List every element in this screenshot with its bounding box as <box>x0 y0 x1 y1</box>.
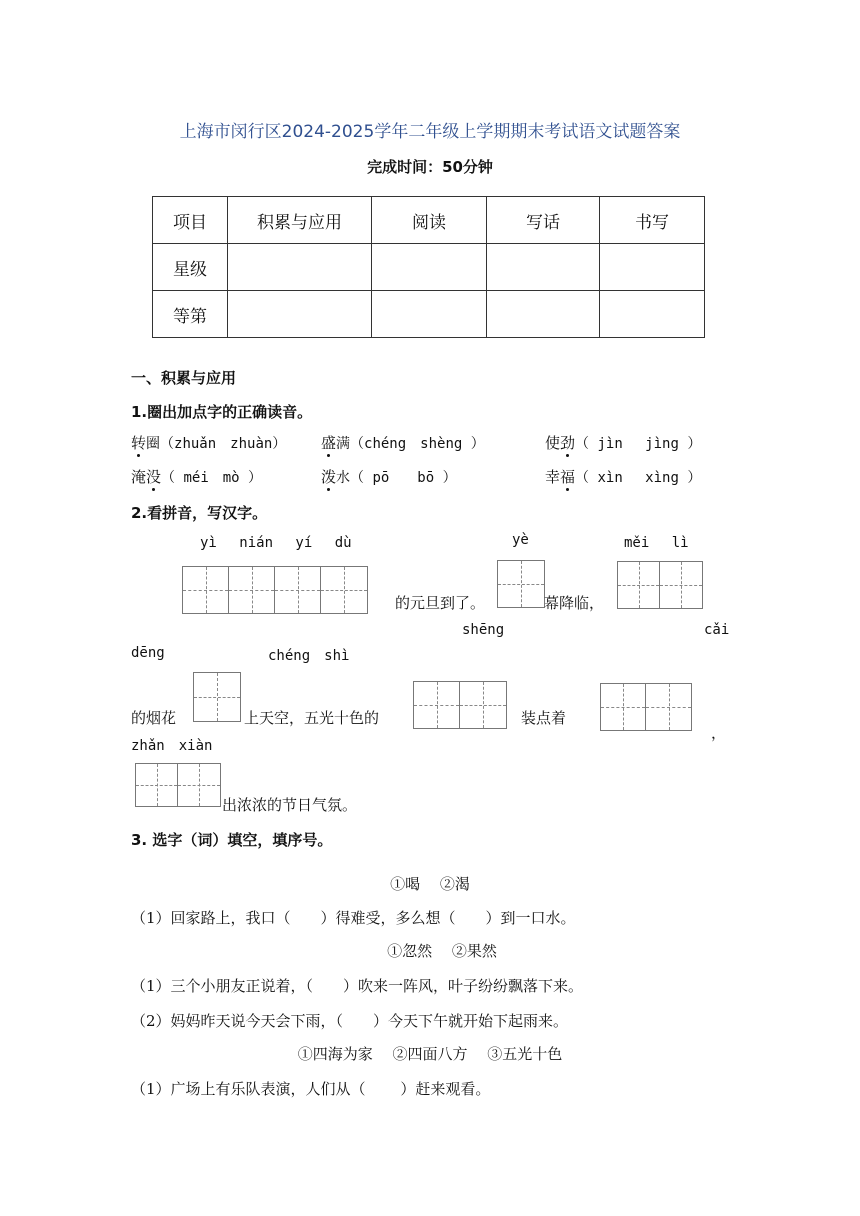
table-header-cell: 积累与应用 <box>228 197 372 244</box>
writing-grid-zhanxian[interactable] <box>135 763 221 807</box>
table-cell[interactable] <box>228 244 372 291</box>
sentence-text: 装点着 <box>521 709 567 727</box>
table-row-label: 星级 <box>153 244 228 291</box>
reading-item: 盛满（chéng shèng ） <box>321 434 485 452</box>
table-row <box>153 244 705 291</box>
sentence-text: 的烟花 <box>131 709 177 727</box>
writing-grid-yinian-yidu[interactable] <box>182 566 368 614</box>
pinyin-label: chéng shì <box>268 648 350 664</box>
table-cell[interactable] <box>487 291 600 338</box>
table-cell[interactable] <box>228 291 372 338</box>
reading-item: 幸福（ xìn xìng ） <box>545 468 702 486</box>
writing-grid-ye[interactable] <box>497 560 545 608</box>
writing-grid-deng[interactable] <box>193 672 241 722</box>
table-cell[interactable] <box>372 291 487 338</box>
table-cell[interactable] <box>600 291 705 338</box>
reading-item: 转圈（zhuǎn zhuàn） <box>131 434 287 452</box>
choice-options: ①忽然 ②果然 <box>387 942 497 960</box>
table-cell[interactable] <box>372 244 487 291</box>
section-heading: 一、积累与应用 <box>131 369 237 387</box>
fill-in-item: （2）妈妈昨天说今天会下雨，（ ）今天下午就开始下起雨来。 <box>131 1012 569 1030</box>
table-header-row <box>153 197 705 244</box>
score-table <box>152 196 705 338</box>
question-1-title: 1.圈出加点字的正确读音。 <box>131 403 313 421</box>
writing-grid-shengkong[interactable] <box>413 681 507 729</box>
page-title: 上海市闵行区2024-2025学年二年级上学期期末考试语文试题答案 <box>179 122 681 142</box>
choice-options: ①喝 ②渴 <box>390 875 470 893</box>
reading-item: 使劲（ jìn jìng ） <box>545 434 702 452</box>
question-3-title: 3. 选字（词）填空，填序号。 <box>131 831 333 849</box>
table-row-label: 等第 <box>153 291 228 338</box>
choice-options: ①四海为家 ②四面八方 ③五光十色 <box>297 1045 563 1063</box>
table-header-cell: 项目 <box>153 197 228 244</box>
sentence-text: ， <box>711 724 727 742</box>
sentence-text: 的元旦到了。 <box>395 594 486 612</box>
pinyin-label: yì nián yí dù <box>200 535 352 551</box>
reading-item: 淹没（ méi mò ） <box>131 468 263 486</box>
pinyin-label: dēng <box>131 645 165 661</box>
sentence-text: 出浓浓的节日气氛。 <box>222 796 358 814</box>
table-header-cell: 阅读 <box>372 197 487 244</box>
question-2-title: 2.看拼音，写汉字。 <box>131 504 268 522</box>
table-cell[interactable] <box>600 244 705 291</box>
table-cell[interactable] <box>487 244 600 291</box>
writing-grid-meili[interactable] <box>617 561 703 609</box>
reading-item: 泼水（ pō bō ） <box>321 468 457 486</box>
writing-grid-caideng[interactable] <box>600 683 692 731</box>
completion-time: 完成时间：50分钟 <box>367 158 493 176</box>
pinyin-label: cǎi <box>704 622 730 638</box>
pinyin-label: zhǎn xiàn <box>131 738 213 754</box>
fill-in-item: （1）三个小朋友正说着，（ ）吹来一阵风，叶子纷纷飘落下来。 <box>131 977 584 995</box>
sentence-text: 上天空，五光十色的 <box>244 709 380 727</box>
table-header-cell: 写话 <box>487 197 600 244</box>
table-row <box>153 291 705 338</box>
sentence-text: 幕降临， <box>544 594 605 612</box>
fill-in-item: （1）回家路上，我口（ ）得难受，多么想（ ）到一口水。 <box>131 909 576 927</box>
fill-in-item: （1）广场上有乐队表演，人们从（ ）赶来观看。 <box>131 1080 491 1098</box>
table-header-cell: 书写 <box>600 197 705 244</box>
pinyin-label: yè <box>512 532 529 548</box>
pinyin-label: měi lì <box>624 535 689 551</box>
pinyin-label: shēng <box>462 622 505 638</box>
